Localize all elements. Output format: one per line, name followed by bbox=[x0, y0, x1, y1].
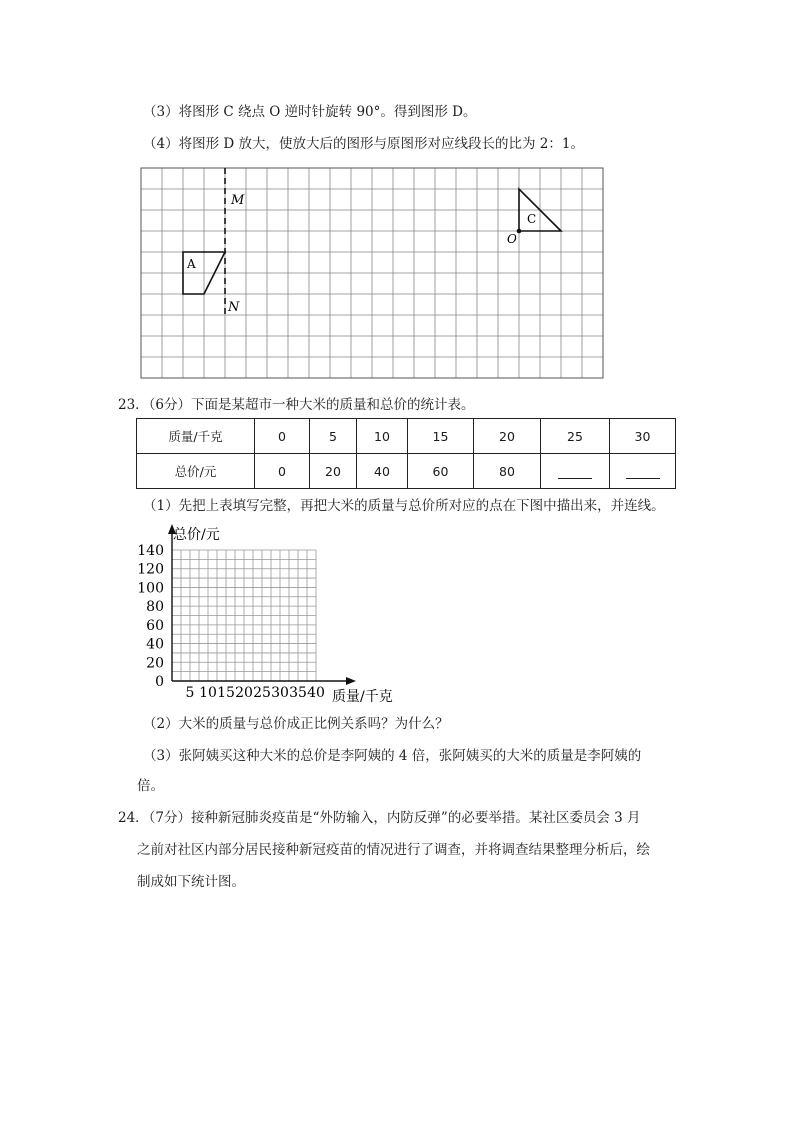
table-cell: 20 bbox=[310, 454, 357, 489]
y-tick-label: 60 bbox=[146, 617, 164, 634]
x-axis-arrow bbox=[346, 677, 356, 685]
q23-sub1: （1）先把上表填写完整，再把大米的质量与总价所对应的点在下图中描出来，并连线。 bbox=[143, 498, 665, 514]
q23-sub2: （2）大米的质量与总价成正比例关系吗？为什么？ bbox=[143, 716, 449, 732]
label-o: O bbox=[507, 232, 517, 246]
label-c: C bbox=[527, 212, 537, 226]
y-ticks bbox=[137, 543, 164, 690]
y-tick-label: 120 bbox=[137, 561, 164, 578]
chart-grid bbox=[172, 550, 316, 681]
x-tick-label: 5 bbox=[185, 685, 195, 701]
q23-sub3-cont: 倍。 bbox=[137, 778, 164, 794]
row-header-price: 总价/元 bbox=[137, 454, 255, 489]
table-cell: 15 bbox=[408, 419, 474, 454]
table-cell: 5 bbox=[310, 419, 357, 454]
y-tick-label: 140 bbox=[137, 543, 164, 559]
label-a: A bbox=[187, 257, 196, 271]
x-tick-label: 35 bbox=[289, 685, 307, 701]
table-cell: 25 bbox=[541, 419, 610, 454]
table-cell: 30 bbox=[610, 419, 676, 454]
q23-title: 23．（6分）下面是某超市一种大米的质量和总价的统计表。 bbox=[118, 397, 475, 413]
x-tick-label: 10 bbox=[199, 685, 217, 701]
q22-step3: （3）将图形 C 绕点 O 逆时针旋转 90°。得到图形 D。 bbox=[143, 104, 477, 120]
label-n: N bbox=[228, 300, 240, 315]
row-header-weight: 质量/千克 bbox=[137, 419, 255, 454]
q23-sub3: （3）张阿姨买这种大米的总价是李阿姨的 4 倍，张阿姨买的大米的质量是李阿姨的 bbox=[143, 748, 642, 764]
q24-line2: 之前对社区内部分居民接种新冠疫苗的情况进行了调查，并将调查结果整理分析后，绘 bbox=[137, 842, 650, 858]
x-tick-label: 25 bbox=[253, 685, 271, 701]
y-tick-label: 20 bbox=[146, 655, 164, 672]
q24-line1: 24．（7分）接种新冠肺炎疫苗是“外防输入，内防反弹”的必要举措。某社区委员会 3 月 bbox=[118, 810, 641, 826]
table-cell: 60 bbox=[408, 454, 474, 489]
x-tick-label: 20 bbox=[235, 685, 253, 701]
table-cell: 10 bbox=[357, 419, 408, 454]
label-m: M bbox=[231, 193, 245, 208]
table-cell: 0 bbox=[255, 419, 310, 454]
table-cell: 0 bbox=[255, 454, 310, 489]
table-cell: 80 bbox=[474, 454, 541, 489]
q22-step4: （4）将图形 D 放大，使放大后的图形与原图形对应线段长的比为 2：1。 bbox=[143, 136, 584, 152]
table-cell: 20 bbox=[474, 419, 541, 454]
x-axis-label: 质量/千克 bbox=[332, 689, 393, 705]
x-tick-label: 15 bbox=[217, 685, 235, 701]
y-tick-label: 0 bbox=[155, 674, 164, 690]
y-axis-label: 总价/元 bbox=[173, 527, 220, 543]
x-ticks bbox=[186, 685, 325, 701]
y-tick-label: 80 bbox=[146, 599, 164, 616]
x-tick-label: 30 bbox=[271, 685, 289, 701]
x-tick-label: 40 bbox=[307, 685, 325, 701]
y-tick-label: 40 bbox=[146, 636, 164, 653]
q24-line3: 制成如下统计图。 bbox=[137, 874, 245, 890]
table-cell: 40 bbox=[357, 454, 408, 489]
y-tick-label: 100 bbox=[137, 580, 164, 597]
